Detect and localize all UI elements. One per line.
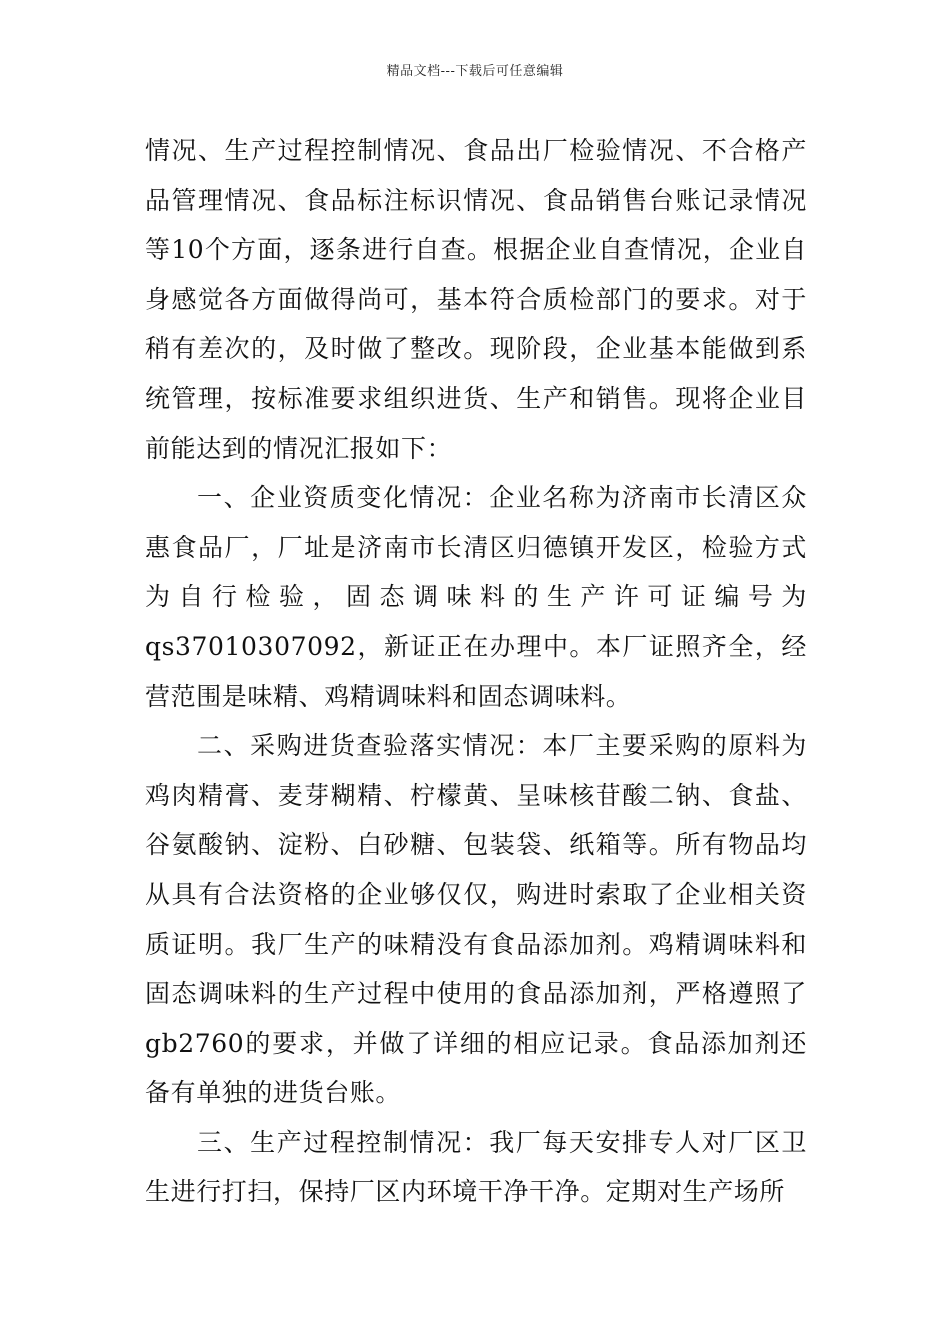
paragraph-continuation: 情况、生产过程控制情况、食品出厂检验情况、不合格产品管理情况、食品标注标识情况、食品销售台账记录情况等10个方面，逐条进行自查。根据企业自查情况，企业自身感觉各方面做得尚可，基本符合质检部门的要求。对于稍有差次的，及时做了整改。现阶段，企业基本能做到系统管理，按标准要求组织进货、生产和销售。现将企业目前能达到的情况汇报如下： (145, 136, 807, 463)
paragraph-production-control: 三、生产过程控制情况：我厂每天安排专人对厂区卫生进行打扫，保持厂区内环境干净干净。定期对生产场所 (145, 1127, 807, 1207)
paragraph-procurement: 二、采购进货查验落实情况：本厂主要采购的原料为鸡肉精膏、麦芽糊精、柠檬黄、呈味核苷酸二钠、食盐、谷氨酸钠、淀粉、白砂糖、包装袋、纸箱等。所有物品均从具有合法资格的企业够仅仅，购进时索取了企业相关资质证明。我厂生产的味精没有食品添加剂。鸡精调味料和固态调味料的生产过程中使用的食品添加剂，严格遵照了gb2760的要求，并做了详细的相应记录。食品添加剂还备有单独的进货台账。 (145, 731, 807, 1108)
paragraph-qualification: 一、企业资质变化情况：企业名称为济南市长清区众惠食品厂，厂址是济南市长清区归德镇开发区，检验方式为自行检验，固态调味料的生产许可证编号为qs37010307092，新证正在办理中。本厂证照齐全，经营范围是味精、鸡精调味料和固态调味料。 (145, 483, 807, 711)
page-header: 精品文档---下载后可任意编辑 (386, 64, 564, 79)
document-body (145, 126, 807, 1217)
